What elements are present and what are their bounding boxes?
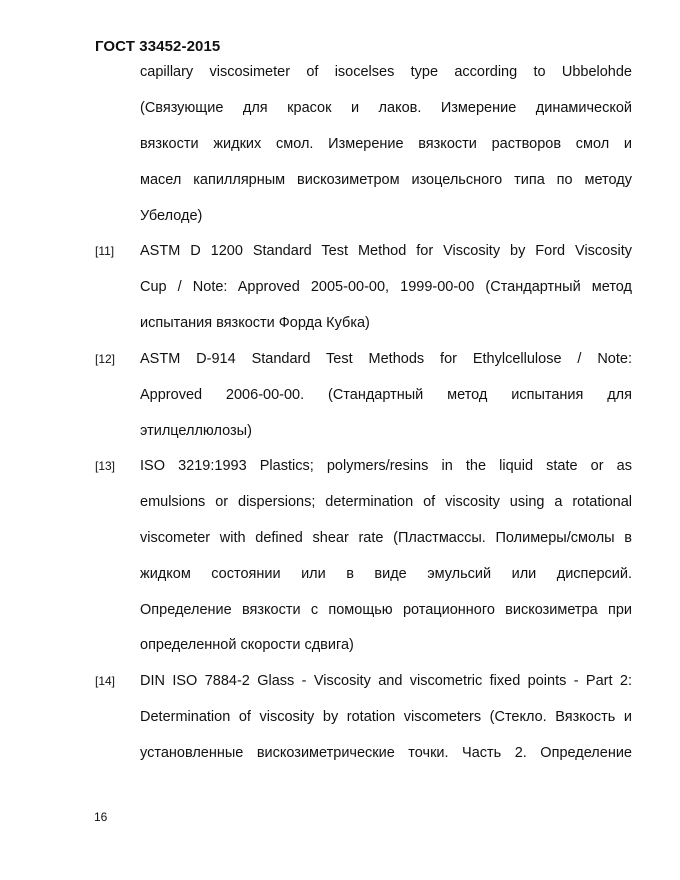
ref-line: установленные вискозиметрические точки. Часть 2. Определение [140,745,632,761]
document-header: ГОСТ 33452-2015 [95,38,221,55]
ref-line: вязкости жидких смол. Измерение вязкости растворов смол и [140,136,632,152]
ref-line: Cup / Note: Approved 2005-00-00, 1999-00-00 (Стандартный метод [140,279,632,295]
reference-number: [12] [95,352,116,366]
ref-line: (Связующие для красок и лаков. Измерение динамической [140,100,632,116]
ref-line: viscometer with defined shear rate (Пластмассы. Полимеры/смолы в [140,530,632,546]
ref-line: жидком состоянии или в виде эмульсий или дисперсий. [140,566,632,582]
ref-line: ISO 3219:1993 Plastics; polymers/resins in the liquid state or as [140,458,632,474]
ref-line: масел капиллярным вискозиметром изоцельсного типа по методу [140,172,632,188]
ref-line: capillary viscosimeter of isocelses type according to Ubbelohde [140,64,632,80]
reference-number: [13] [95,459,116,473]
ref-line: Determination of viscosity by rotation viscometers (Стекло. Вязкость и [140,709,632,725]
ref-line: DIN ISO 7884-2 Glass - Viscosity and viscometric fixed points - Part 2: [140,673,632,689]
ref-line: emulsions or dispersions; determination of viscosity using a rotational [140,494,632,510]
ref-line: Определение вязкости с помощью ротационного вискозиметра при [140,602,632,618]
ref-line: испытания вязкости Форда Кубка) [140,315,370,331]
ref-line: Убелоде) [140,208,203,224]
ref-line: Approved 2006-00-00. (Стандартный метод испытания для [140,387,632,403]
ref-line: ASTM D 1200 Standard Test Method for Viscosity by Ford Viscosity [140,243,632,259]
ref-line: ASTM D-914 Standard Test Methods for Ethylcellulose / Note: [140,351,632,367]
reference-number: [11] [95,244,115,258]
page-number: 16 [94,810,108,824]
ref-line: определенной скорости сдвига) [140,637,354,653]
reference-number: [14] [95,674,116,688]
ref-line: этилцеллюлозы) [140,423,252,439]
